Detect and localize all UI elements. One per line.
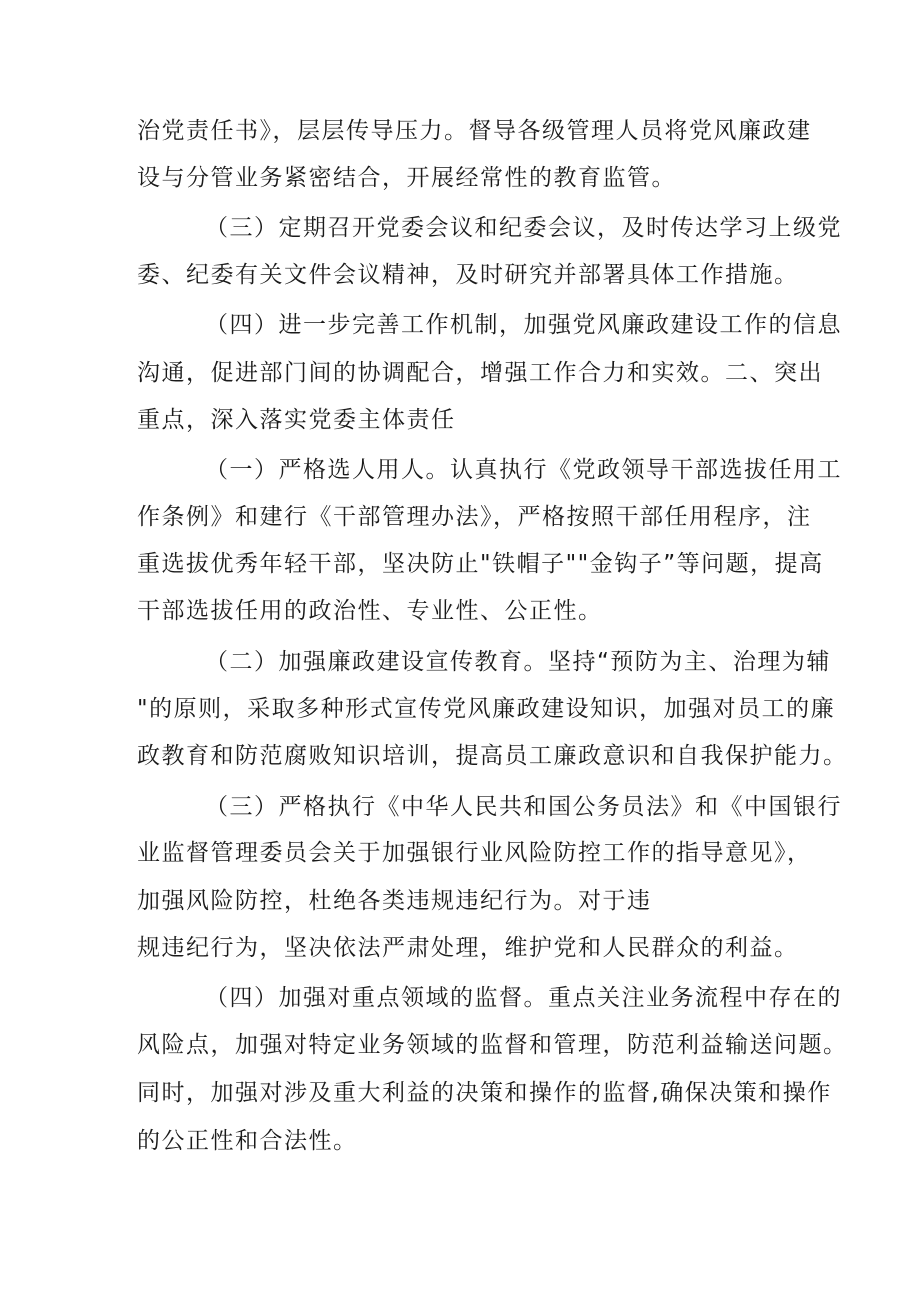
text-line: 业监督管理委员会关于加强银行业风险防控工作的指导意见》，: [137, 840, 812, 866]
paragraph-start-line: （四）进一步完善工作机制，加强党风廉政建设工作的信息: [205, 312, 842, 338]
text-line: 政教育和防范腐败知识培训，提高员工廉政意识和自我保护能力。: [137, 743, 848, 769]
text-line: 治党责任书》，层层传导压力。督导各级管理人员将党风廉政建: [137, 118, 812, 144]
paragraph-start-line: （四）加强对重点领域的监督。重点关注业务流程中存在的: [205, 985, 842, 1011]
text-line: 的公正性和合法性。: [137, 1128, 358, 1154]
text-line: 作条例》和建行《干部管理办法》，严格按照干部任用程序，注: [137, 504, 812, 530]
text-line: 委、纪委有关文件会议精神，及时研究并部署具体工作措施。: [137, 262, 799, 288]
text-line: 干部选拔任用的政治性、专业性、公正性。: [137, 598, 603, 624]
paragraph-start-line: （三）严格执行《中华人民共和国公务员法》和《中国银行: [205, 794, 842, 820]
text-line: 风险点，加强对特定业务领域的监督和管理，防范利益输送问题。: [137, 1032, 848, 1058]
paragraph-start-line: （一）严格选人用人。认真执行《党政领导干部选拔任用工: [205, 457, 842, 483]
text-line: "的原则，采取多种形式宣传党风廉政建设知识，加强对员工的廉: [137, 696, 836, 722]
text-line: 重选拔优秀年轻干部，坚决防止"铁帽子""金钩子”等问题，提高: [137, 551, 824, 577]
text-line: 设与分管业务紧密结合，开展经常性的教育监管。: [137, 165, 676, 191]
text-line: 重点，深入落实党委主体责任: [137, 407, 456, 433]
text-line: 规违纪行为，坚决依法严肃处理，维护党和人民群众的利益。: [137, 935, 799, 961]
text-line: 加强风险防控，杜绝各类违规违纪行为。对于违: [137, 888, 652, 914]
text-line: 沟通，促进部门间的协调配合，增强工作合力和实效。二、突出: [137, 360, 823, 386]
paragraph-start-line: （二）加强廉政建设宣传教育。坚持“预防为主、治理为辅: [205, 649, 831, 675]
text-line: 同时，加强对涉及重大利益的决策和操作的监督,确保决策和操作: [137, 1080, 832, 1106]
paragraph-start-line: （三）定期召开党委会议和纪委会议，及时传达学习上级党: [205, 215, 842, 241]
